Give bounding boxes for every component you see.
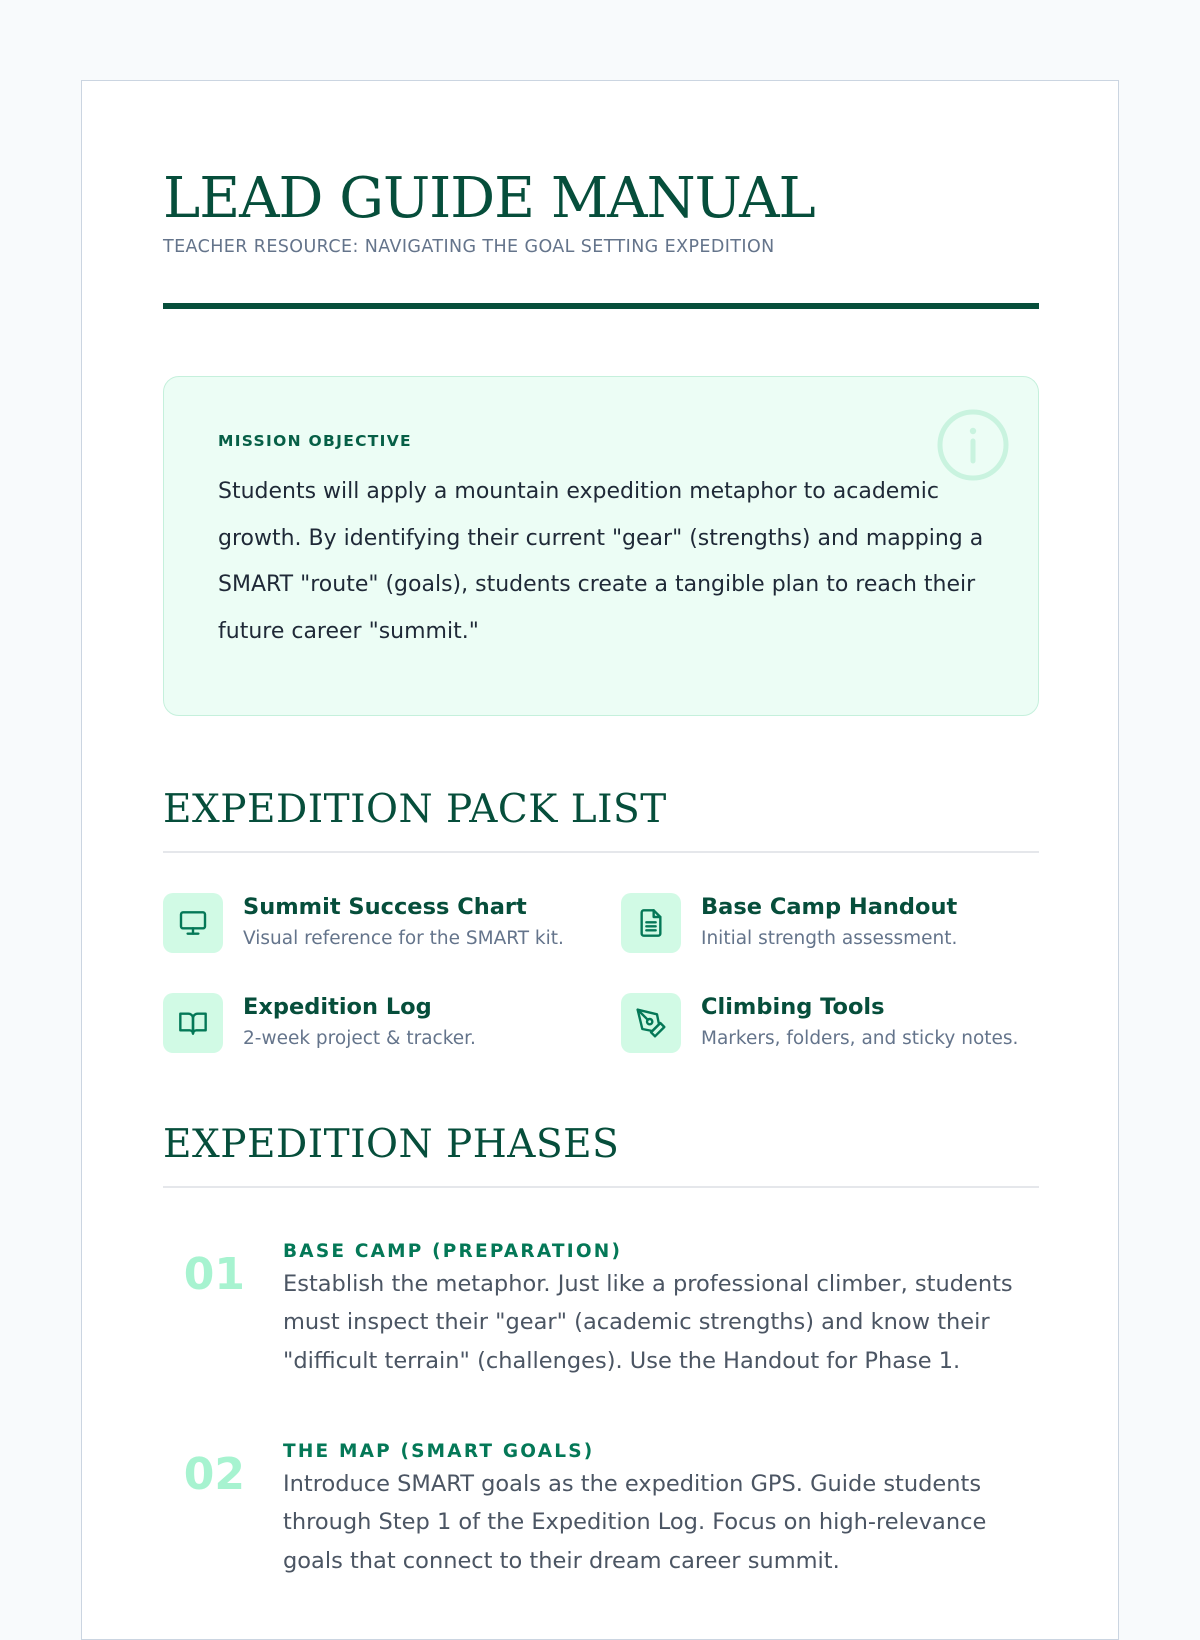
phases-divider xyxy=(163,1186,1039,1188)
pack-item-base-camp-handout xyxy=(621,893,1051,957)
phase-item xyxy=(163,1241,1039,1381)
mission-label: MISSION OBJECTIVE xyxy=(218,432,412,450)
monitor-icon xyxy=(163,893,223,953)
pack-item-name: Base Camp Handout xyxy=(701,894,958,920)
pack-item-name: Climbing Tools xyxy=(701,994,885,1020)
pack-item-climbing-tools xyxy=(621,993,1051,1057)
book-icon xyxy=(163,993,223,1053)
pack-item-summit-success-chart xyxy=(163,893,593,957)
pack-item-expedition-log xyxy=(163,993,593,1057)
phase-item xyxy=(163,1441,1039,1581)
page-subtitle: TEACHER RESOURCE: NAVIGATING THE GOAL SETTING EXPEDITION xyxy=(163,237,775,257)
pack-item-desc: 2-week project & tracker. xyxy=(243,1028,476,1049)
pack-list-title: EXPEDITION PACK LIST xyxy=(163,787,667,832)
document-icon xyxy=(621,893,681,953)
manual-page xyxy=(81,80,1119,1640)
phase-text: Establish the metaphor. Just like a professional climber, students must inspect their "gear" (academic strengths) and know their "difficult terrain" (challenges). Use the Handout for Phase 1. xyxy=(283,1271,1013,1374)
pen-tool-icon xyxy=(621,993,681,1053)
phase-title: BASE CAMP (PREPARATION) xyxy=(283,1241,623,1262)
mission-text: Students will apply a mountain expedition metaphor to academic growth. By identifying their current "gear" (strengths) and mapping a SMART "route" (goals), students create a tangible plan to reach their future career "summit." xyxy=(218,479,984,644)
title-divider xyxy=(163,303,1039,309)
pack-item-desc: Markers, folders, and sticky notes. xyxy=(701,1028,1019,1049)
pack-item-name: Summit Success Chart xyxy=(243,894,527,920)
phase-number: 01 xyxy=(183,1249,245,1300)
phase-text: Introduce SMART goals as the expedition GPS. Guide students through Step 1 of the Expedition Log. Focus on high-relevance goals that connect to their dream career summit. xyxy=(283,1471,987,1574)
pack-item-desc: Initial strength assessment. xyxy=(701,928,958,949)
pack-list-divider xyxy=(163,851,1039,853)
mission-card xyxy=(163,376,1039,716)
pack-item-name: Expedition Log xyxy=(243,994,432,1020)
phases-title: EXPEDITION PHASES xyxy=(163,1122,620,1167)
pack-item-desc: Visual reference for the SMART kit. xyxy=(243,928,564,949)
phase-title: THE MAP (SMART GOALS) xyxy=(283,1441,595,1462)
page-title: LEAD GUIDE MANUAL xyxy=(163,166,815,231)
phase-number: 02 xyxy=(183,1449,245,1500)
